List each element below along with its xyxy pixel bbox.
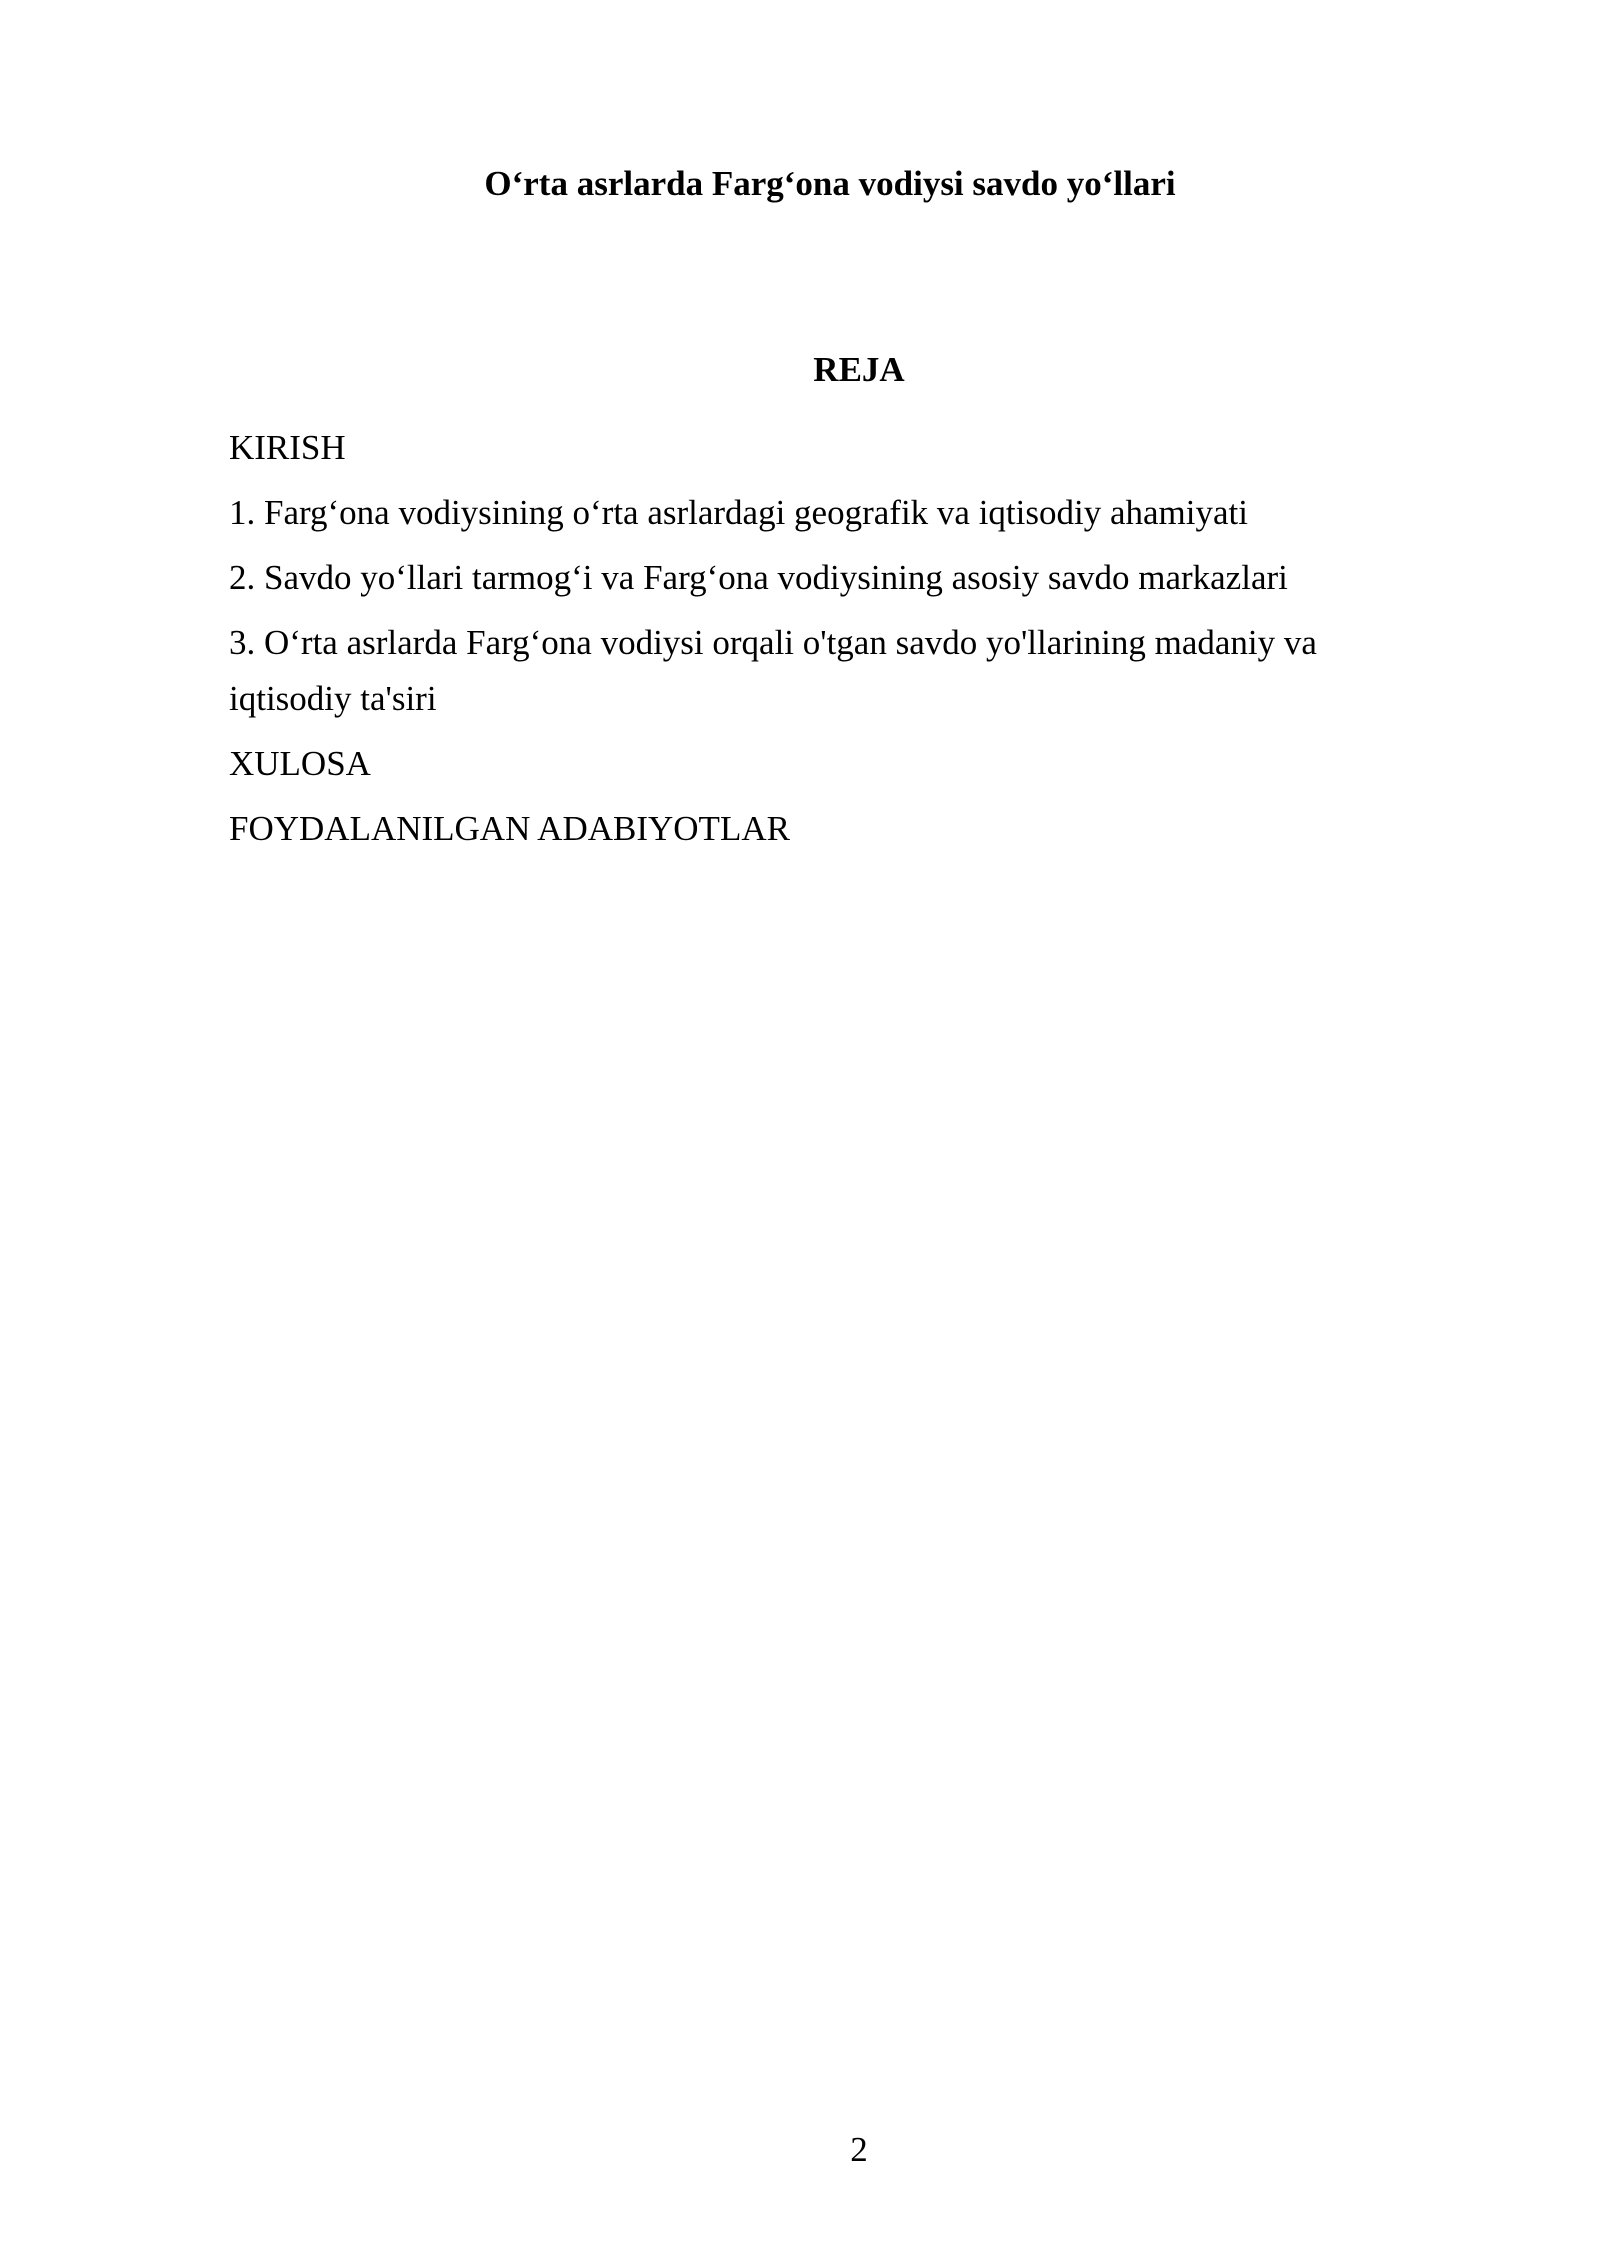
plan-item-3: 3. O‘rta asrlarda Farg‘ona vodiysi orqali o'tgan savdo yo'llarining madaniy va iqtisodiy ta'siri: [229, 623, 1317, 718]
page-number: 2: [850, 2130, 868, 2169]
document-title: O‘rta asrlarda Farg‘ona vodiysi savdo yo‘llari: [484, 164, 1176, 203]
plan-item-references: FOYDALANILGAN ADABIYOTLAR: [229, 809, 790, 848]
plan-list: [229, 420, 1409, 866]
plan-item-conclusion: XULOSA: [229, 744, 371, 783]
plan-heading: REJA: [813, 350, 905, 389]
plan-item-introduction: KIRISH: [229, 428, 346, 467]
plan-item-1: 1. Farg‘ona vodiysining o‘rta asrlardagi geografik va iqtisodiy ahamiyati: [229, 493, 1248, 532]
plan-item-2: 2. Savdo yo‘llari tarmog‘i va Farg‘ona vodiysining asosiy savdo markazlari: [229, 558, 1288, 597]
